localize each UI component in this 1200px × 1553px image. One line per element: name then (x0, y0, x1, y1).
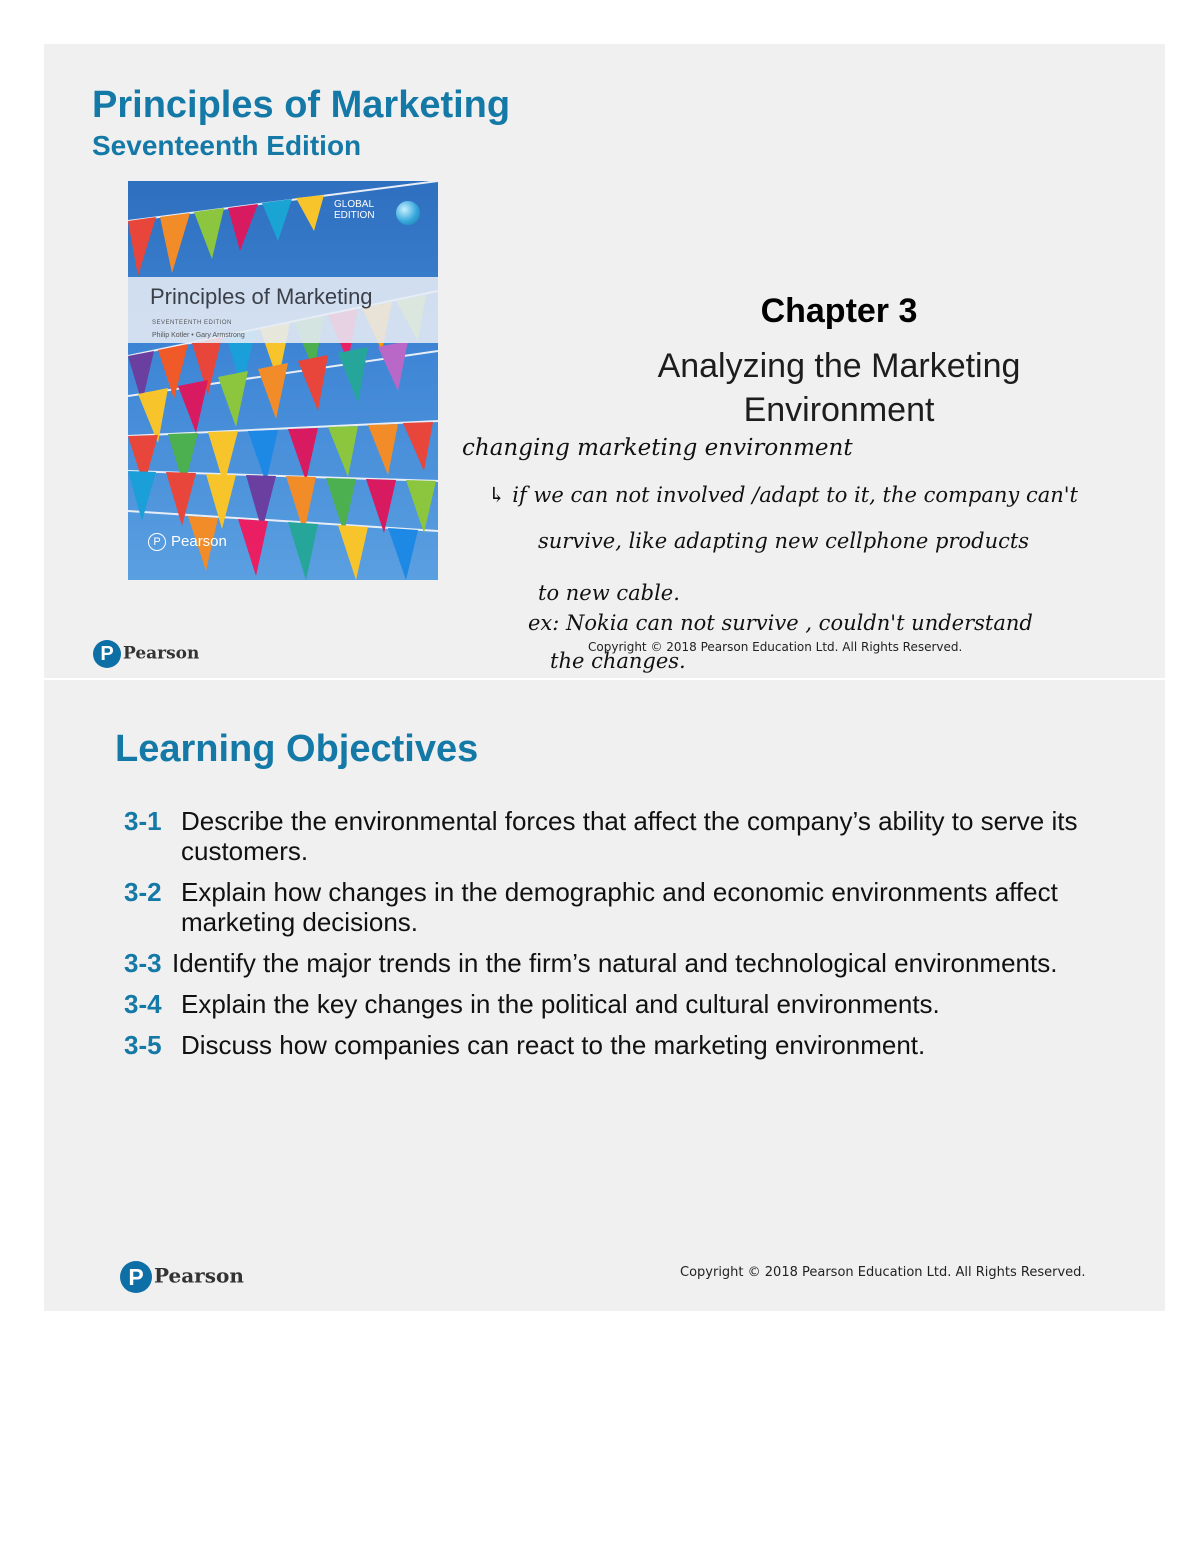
copyright-notice: Copyright © 2018 Pearson Education Ltd. All Rights Reserved. (588, 640, 963, 654)
objective-number: 3-5 (124, 1030, 162, 1060)
pearson-p-icon: P (120, 1261, 152, 1293)
objective-text: Identify the major trends in the firm’s natural and technological environments. (172, 948, 1058, 978)
objectives-list (124, 806, 1124, 1071)
book-cover-image (128, 181, 438, 580)
handwritten-note-line: changing marketing environment (462, 435, 853, 461)
handwritten-notes (410, 395, 1140, 695)
badge-line-1: GLOBAL (334, 199, 375, 210)
globe-icon (396, 201, 420, 225)
handwritten-note-line: the changes. (550, 649, 686, 673)
objective-number: 3-2 (124, 877, 162, 907)
objective-item (124, 989, 1124, 1019)
objective-text: Explain how changes in the demographic and economic environments affect marketing decisions. (181, 877, 1058, 937)
objective-item (124, 877, 1124, 937)
learning-objectives-slide (44, 680, 1165, 1311)
chapter-label: Chapter 3 (760, 292, 918, 330)
objective-item (124, 948, 1124, 978)
handwritten-note-line: to new cable. (538, 581, 680, 605)
cover-publisher (148, 533, 227, 551)
handwritten-note-line: ↳ if we can not involved /adapt to it, the company can't (488, 483, 1078, 507)
objective-text: Explain the key changes in the political and cultural environments. (181, 989, 940, 1019)
objective-text: Discuss how companies can react to the marketing environment. (181, 1030, 926, 1060)
book-title: Principles of Marketing (92, 84, 511, 126)
pearson-logo-text: Pearson (154, 1263, 244, 1288)
objective-item (124, 806, 1124, 866)
pearson-logo (93, 640, 199, 668)
objective-number: 3-1 (124, 806, 162, 836)
handwritten-note-line: survive, like adapting new cellphone products (538, 529, 1030, 553)
pearson-logo (120, 1261, 244, 1293)
copyright-notice: Copyright © 2018 Pearson Education Ltd. All Rights Reserved. (680, 1265, 1086, 1280)
learning-objectives-heading: Learning Objectives (115, 728, 479, 770)
pearson-p-icon: P (93, 640, 121, 668)
objective-text: Describe the environmental forces that affect the company’s ability to serve its customers. (181, 806, 1078, 866)
cover-publisher-name: Pearson (171, 533, 227, 550)
cover-edition: SEVENTEENTH EDITION (152, 320, 232, 326)
chapter-title-line-1: Analyzing the Marketing (657, 347, 1021, 385)
handwritten-note-line: ex: Nokia can not survive , couldn't understand (528, 611, 1033, 635)
pearson-logo-text: Pearson (123, 643, 200, 664)
pennant-flags-illustration (128, 181, 438, 580)
book-edition: Seventeenth Edition (92, 130, 362, 161)
cover-authors: Philip Kotler • Gary Armstrong (152, 332, 245, 339)
cover-title: Principles of Marketing (150, 284, 373, 309)
pearson-p-icon: P (148, 533, 166, 551)
objective-number: 3-4 (124, 989, 162, 1019)
objective-number: 3-3 (124, 948, 162, 978)
chapter-title-line-2: Environment (743, 391, 935, 429)
badge-line-2: EDITION (334, 210, 375, 221)
objective-item (124, 1030, 1124, 1060)
global-edition-badge (334, 199, 420, 231)
